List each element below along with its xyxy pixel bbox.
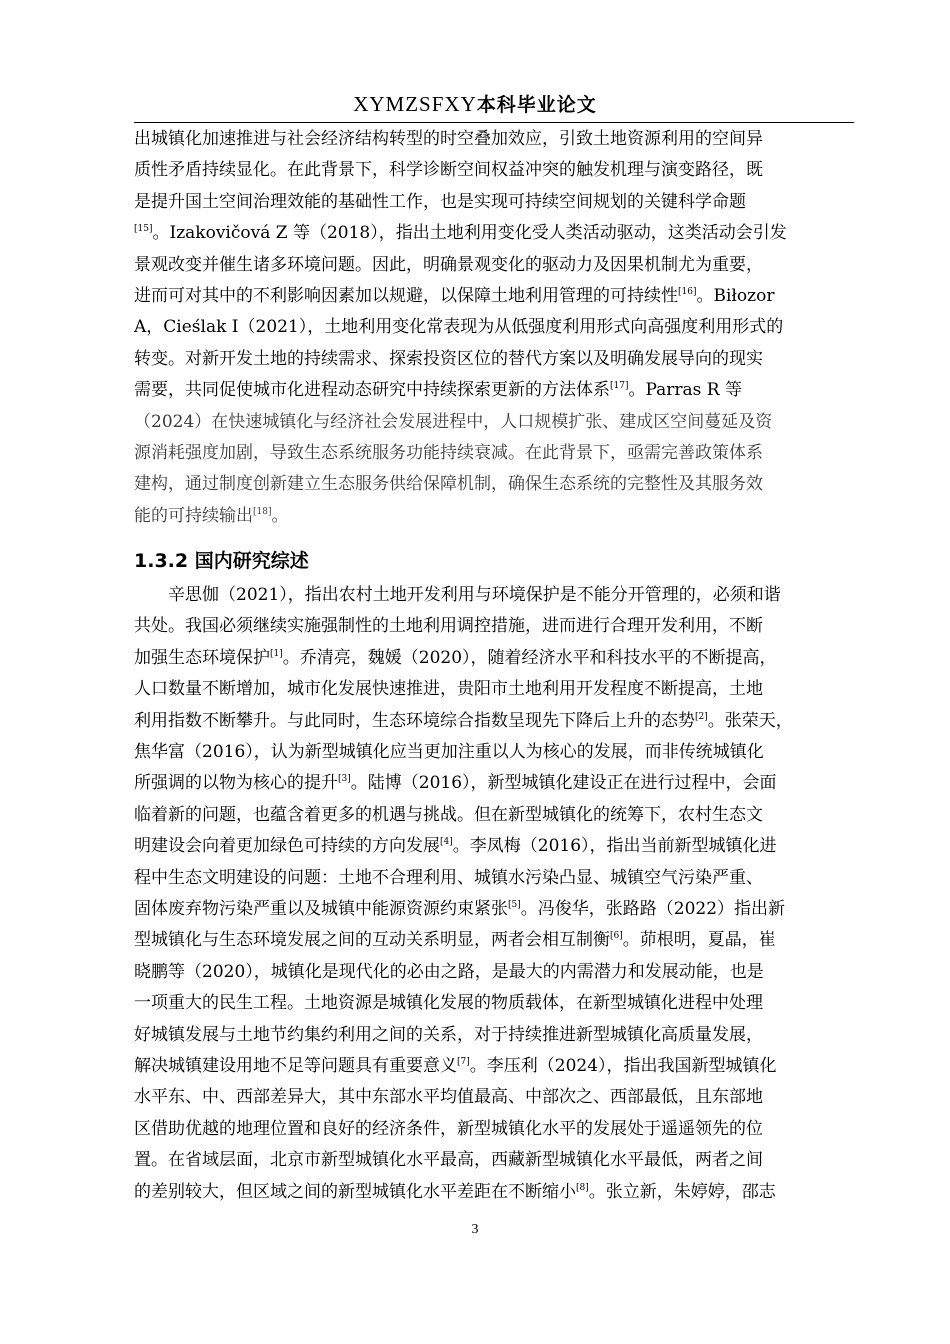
text-line [134, 706, 858, 737]
citation-ref: [1] [270, 648, 283, 659]
text-line [134, 1114, 858, 1145]
text-line [134, 611, 858, 642]
text-line [134, 218, 858, 249]
line-text: 晓鹏等（2020），城镇化是现代化的必由之路，是最大的内需潜力和发展动能，也是 [134, 961, 764, 982]
line-text: 进而可对其中的不利影响因素加以规避，以保障土地利用管理的可持续性 [134, 285, 678, 306]
line-text: A，Cieślak I（2021），土地利用变化常表现为从低强度利用形式向高强度利用形式的 [134, 317, 784, 338]
text-line [134, 281, 858, 312]
line-text: 的差别较大，但区域之间的新型城镇化水平差距在不断缩小 [134, 1181, 576, 1202]
text-line [134, 344, 858, 375]
text-line [134, 894, 858, 925]
page-number: 3 [471, 1222, 479, 1237]
text-line [134, 312, 858, 343]
line-text: 利用指数不断攀升。与此同时，生态环境综合指数呈现先下降后上升的态势 [134, 710, 695, 731]
line-text: 能的可持续输出 [134, 505, 253, 526]
line-text-tail: 。 [271, 505, 289, 526]
line-text-tail: 。李压利（2024），指出我国新型城镇化 [469, 1055, 777, 1076]
text-line [134, 957, 858, 988]
text-line [134, 768, 858, 799]
citation-ref: [8] [576, 1182, 589, 1193]
header-rule [134, 122, 854, 123]
text-line [134, 1145, 858, 1176]
line-text: 所强调的以物为核心的提升 [134, 773, 338, 794]
text-line [134, 1082, 858, 1113]
text-line [134, 438, 858, 469]
line-text-tail: 。乔清亮，魏媛（2020），随着经济水平和科技水平的不断提高， [282, 647, 777, 668]
line-text-tail: 。茆根明，夏晶，崔 [622, 930, 776, 951]
text-line [134, 1051, 858, 1082]
citation-ref: [5] [508, 899, 521, 910]
line-text: 区借助优越的地理位置和良好的经济条件，新型城镇化水平的发展处于遥遥领先的位 [134, 1118, 763, 1139]
line-text: （2024）在快速城镇化与经济社会发展进程中，人口规模扩张、建成区空间蔓延及资 [134, 411, 773, 432]
line-text: 共处。我国必须继续实施强制性的土地利用调控措施，进而进行合理开发利用，不断 [134, 616, 763, 637]
text-line [134, 187, 858, 218]
text-line [134, 737, 858, 768]
line-text: 源消耗强度加剧，导致生态系统服务功能持续衰减。在此背景下，亟需完善政策体系 [134, 442, 763, 463]
text-line [134, 580, 858, 611]
line-text: 好城镇发展与土地节约集约利用之间的关系，对于持续推进新型城镇化高质量发展， [134, 1024, 763, 1045]
text-line [134, 469, 858, 500]
line-text-tail: 。Parras R 等 [628, 380, 743, 401]
citation-ref: [15] [134, 224, 153, 235]
line-text: 一项重大的民生工程。土地资源是城镇化发展的物质载体，在新型城镇化进程中处理 [134, 993, 763, 1014]
line-text: 程中生态文明建设的问题：土地不合理利用、城镇水污染凸显、城镇空气污染严重、 [134, 867, 763, 888]
text-line [134, 643, 858, 674]
citation-ref: [4] [440, 837, 453, 848]
line-text: 需要，共同促使城市化进程动态研究中持续探索更新的方法体系 [134, 380, 610, 401]
header-code: XYMZSFXY [353, 92, 477, 116]
text-line [134, 501, 858, 532]
line-text-tail: 。张立新，朱婷婷，邵志 [588, 1181, 776, 1202]
line-text: 型城镇化与生态环境发展之间的互动关系明显，两者会相互制衡 [134, 930, 610, 951]
line-text: 人口数量不断增加，城市化发展快速推进，贵阳市土地利用开发程度不断提高，土地 [134, 679, 763, 700]
text-line [134, 925, 858, 956]
paragraph-foreign-review [134, 124, 858, 532]
text-line [134, 250, 858, 281]
line-text: 建构，通过制度创新建立生态服务供给保障机制，确保生态系统的完整性及其服务效 [134, 474, 763, 495]
page-body [134, 124, 858, 1208]
citation-ref: [6] [610, 931, 623, 942]
line-text: 置。在省域层面，北京市新型城镇化水平最高，西藏新型城镇化水平最低，两者之间 [134, 1150, 763, 1171]
line-text: 水平东、中、西部差异大，其中东部水平均值最高、中部次之、西部最低，且东部地 [134, 1087, 763, 1108]
text-line [134, 988, 858, 1019]
line-text: 焦华富（2016），认为新型城镇化应当更加注重以人为核心的发展，而非传统城镇化 [134, 742, 764, 763]
line-text-tail: 。李凤梅（2016），指出当前新型城镇化进 [452, 836, 777, 857]
line-text: 出城镇化加速推进与社会经济结构转型的时空叠加效应，引致土地资源利用的空间异 [134, 129, 763, 149]
text-line [134, 375, 858, 406]
line-text: 景观改变并催生诸多环境问题。因此，明确景观变化的驱动力及因果机制尤为重要， [134, 254, 763, 275]
line-text: 质性矛盾持续显化。在此背景下，科学诊断空间权益冲突的触发机理与演变路径，既 [134, 160, 763, 181]
line-text: 转变。对新开发土地的持续需求、探索投资区位的替代方案以及明确发展导向的现实 [134, 348, 763, 369]
text-line [134, 155, 858, 186]
line-text: 加强生态环境保护 [134, 647, 270, 668]
text-line [134, 407, 858, 438]
line-text: 解决城镇建设用地不足等问题具有重要意义 [134, 1055, 457, 1076]
text-line [134, 674, 858, 705]
line-text: 是提升国土空间治理效能的基础性工作，也是实现可持续空间规划的关键科学命题 [134, 191, 746, 212]
text-line [134, 800, 858, 831]
line-text-tail: 。Biłozor [696, 285, 775, 306]
text-line [134, 1020, 858, 1051]
page-header [0, 90, 950, 117]
text-line [134, 863, 858, 894]
line-text: 辛思伽（2021），指出农村土地开发利用与环境保护是不能分开管理的，必须和谐 [168, 585, 781, 606]
line-text-tail: 。陆博（2016），新型城镇化建设正在进行过程中，会面 [350, 773, 777, 794]
citation-ref: [16] [678, 286, 697, 297]
citation-ref: [18] [253, 506, 272, 517]
header-subtitle: 本科毕业论文 [476, 94, 597, 116]
citation-ref: [3] [338, 774, 351, 785]
line-text: 临着新的问题，也蕴含着更多的机遇与挑战。但在新型城镇化的统筹下，农村生态文 [134, 804, 763, 825]
citation-ref: [7] [457, 1056, 470, 1067]
line-text-tail: 。Izakovičová Z 等（2018），指出土地利用变化受人类活动驱动，这类活动会引发 [152, 223, 787, 244]
line-text: 明建设会向着更加绿色可持续的方向发展 [134, 836, 440, 857]
citation-ref: [17] [610, 381, 629, 392]
citation-ref: [2] [695, 711, 708, 722]
text-line [134, 124, 858, 155]
line-text: 固体废弃物污染严重以及城镇中能源资源约束紧张 [134, 898, 508, 919]
line-text-tail: 。张荣天， [707, 710, 793, 731]
text-line [134, 1177, 858, 1208]
text-line [134, 831, 858, 862]
section-heading: 1.3.2 国内研究综述 [134, 550, 309, 573]
line-text-tail: 。冯俊华，张路路（2022）指出新 [520, 898, 786, 919]
paragraph-domestic-review [134, 580, 858, 1208]
